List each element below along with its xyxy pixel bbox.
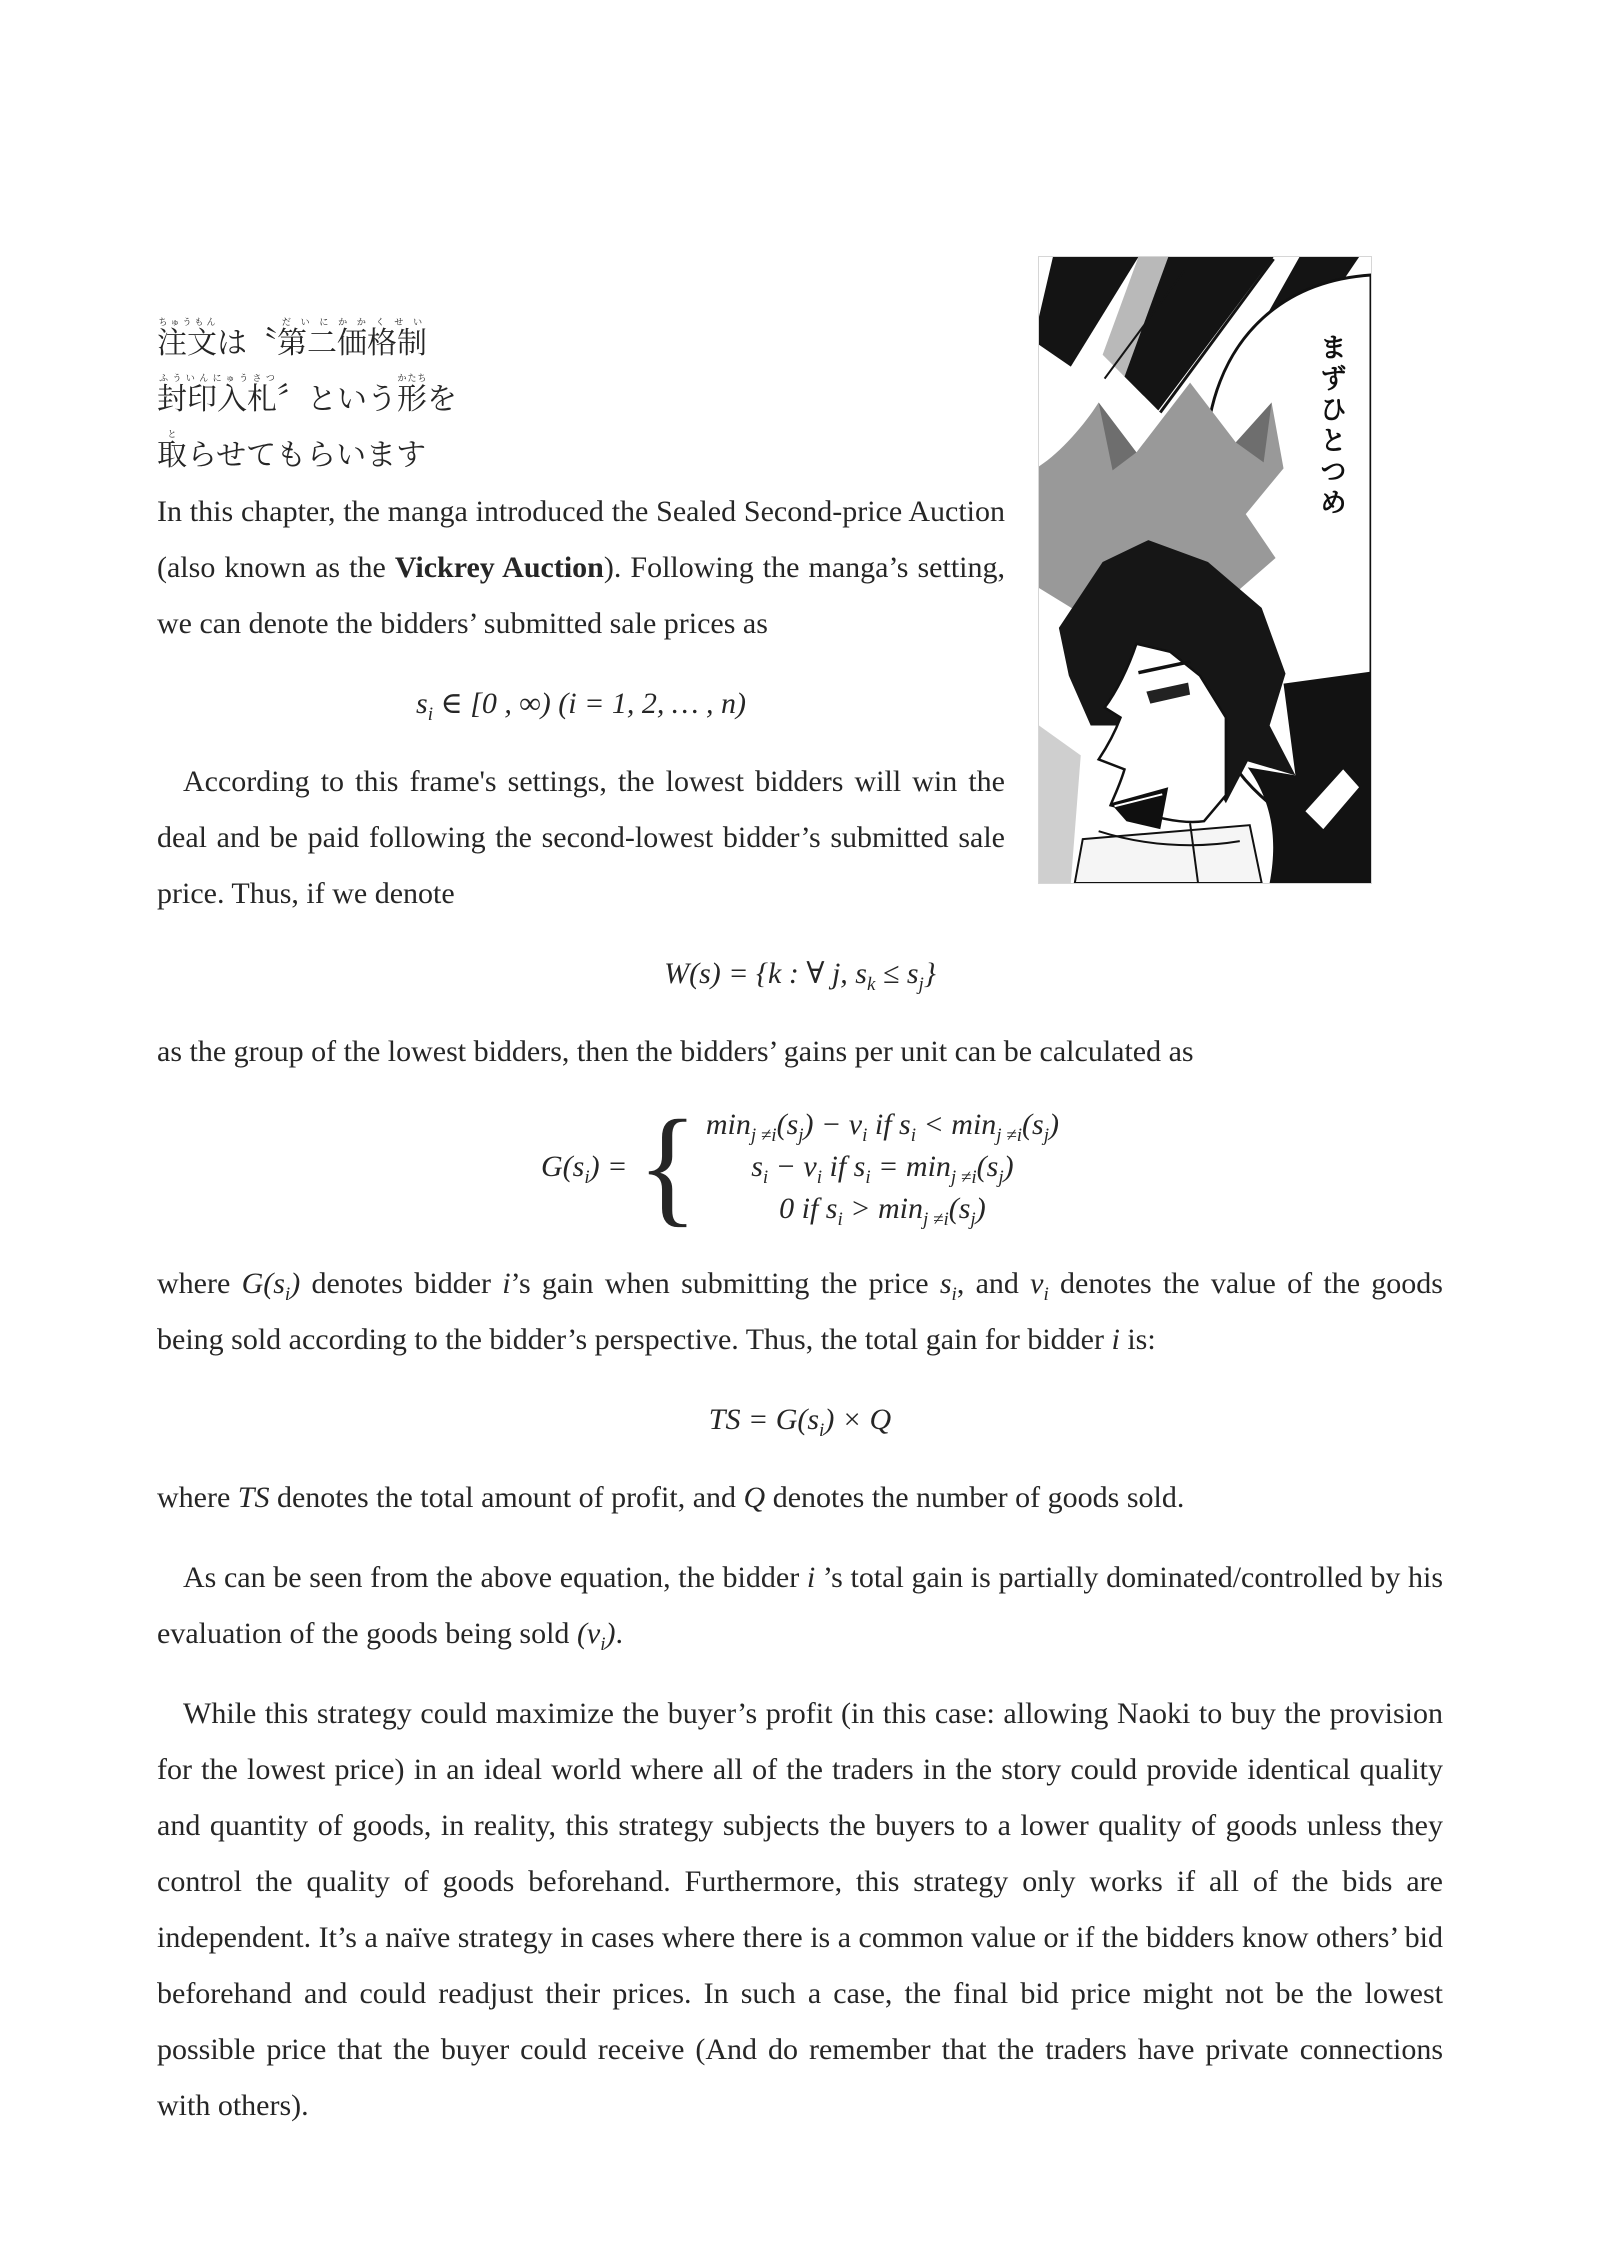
paragraph-ts-explanation: where TS denotes the total amount of profit, and Q denotes the number of goods sold. [157, 1481, 1185, 1514]
gain-lhs: $G(s_i)$ = [541, 1150, 628, 1188]
paragraph-lowest-bidders: as the group of the lowest bidders, then the bidders’ gains per unit can be calculated as [157, 1035, 1194, 1068]
gain-case-3: 0 if $s_i > \min_{j \ne i}(s_j)$ [779, 1192, 986, 1230]
bubble-column-1: 注文ちゅうもんは〝第二価格制だいにかかくせい [157, 317, 427, 360]
gain-case-2: $s_i - v_i$ if $s_i = \min_{j \ne i}(s_j)$ [751, 1150, 1014, 1188]
article-body: まずひとつめ 注文ちゅうもんは〝第二価格制だいにかかくせい 封印入札ふういんにゅうさつ〞という形かたちを 取とらせてもらいます In this chapter, the manga introduced the Sealed Second-price Auction (also known as the Vickrey Auction). Following the manga’s setting, we can denote the bidders’ submitted sale prices as $s_i$ ∈ [0 , ∞) (i = 1, 2, … , n) According to this frame's settings, the lowest bidders will win the deal and be paid following the second-lowest bidder’s submitted sale price. Thus, if we denote W(s) = {k : ∀ j, $s_k \le s_j$} as the group of the lowest bidders, then the bidders’ gains per unit can be calculated as $G(s_i)$ = { $\min_{j \ne i}(s_j) - v_i$ if $s_i < \min_{j \ne i}(s_j)$ $s_i - v_i$ if $s_i = \min_{j \ne i}(s_j)$ 0 if $s_i > \min_{j \ne i}(s_j)$ where $G(s_i)$ denotes bidder i’s gain when submitting the price $s_i$, and $v_i$ denotes the value of the goods being sold according to the bidder’s perspective. Thus, the total gain for bidder i is: TS = $G(s_i) \times Q$ where TS denotes the total amount of profit, and Q denotes the number of goods sold. As can be seen from the above equation, the bidder i ’s total gain is partially dominated/controlled by his evaluation of the goods being sold $(v_i)$. While this strategy could maximize the buyer’s profit (in this case: allowing Naoki to buy the provision for the lowest price) in an ideal world where all of the traders in the story could provide identical quality and quantity of goods, in reality, this strategy subjects the buyers to a lower quality of goods unless they control the quality of goods beforehand. Furthermore, this strategy only works if all of the bids are independent. It’s a naïve strategy in cases where there is a common value or if the bidders know others’ bid beforehand and could readjust their prices. In such a case, the final bid price might not be the lowest possible price that the buyer could receive (And do remember that the traders have private connections with others). [0, 0, 1600, 2134]
formula-gain-piecewise: $G(s_i)$ = { $\min_{j \ne i}(s_j) - v_i$ if $s_i < \min_{j \ne i}(s_j)$ $s_i - v_i$ if $s_i = \min_{j \ne i}(s_j)$ 0 if $s_i > \min_{j \ne i}(s_j)$ [541, 1094, 1059, 1239]
paragraph-gain-explanation: where $G(s_i)$ denotes bidder i’s gain when submitting the price $s_i$, and $v_i$ denotes the value of the goods being sold according to the bidder’s perspective. Thus, the total gain for bidder i is: [157, 1267, 1443, 1356]
manga-header-text: まずひとつめ [1316, 333, 1346, 519]
paragraph-strategy-discussion: While this strategy could maximize the buyer’s profit (in this case: allowing Naoki to buy the provision for the lowest price) in an ideal world where all of the traders in the story could provide identical quality and quantity of goods, in reality, this strategy subjects the buyers to a lower quality of goods unless they control the quality of goods beforehand. Furthermore, this strategy only works if all of the bids are independent. It’s a naïve strategy in cases where there is a common value or if the bidders know others’ bid beforehand and could readjust their prices. In such a case, the final bid price might not be the lowest possible price that the buyer could receive (And do remember that the traders have private connections with others). [157, 1697, 1443, 2122]
formula-total-gain: TS = $G(s_i) \times Q$ [708, 1403, 892, 1441]
paragraph-frame-settings: According to this frame's settings, the lowest bidders will win the deal and be paid following the second-lowest bidder’s submitted sale price. Thus, if we denote [157, 765, 1005, 910]
manga-panel-image [1038, 256, 1372, 884]
bubble-column-2: 封印入札ふういんにゅうさつ〞という形かたちを [157, 373, 457, 416]
formula-winner-set: W(s) = {k : ∀ j, $s_k \le s_j$} [664, 957, 936, 995]
paragraph-evaluation: As can be seen from the above equation, the bidder i ’s total gain is partially dominated/controlled by his evaluation of the goods being sold $(v_i)$. [157, 1561, 1443, 1655]
gain-case-1: $\min_{j \ne i}(s_j) - v_i$ if $s_i < \min_{j \ne i}(s_j)$ [705, 1108, 1059, 1146]
gain-cases [706, 1104, 1059, 1230]
bubble-column-3: 取とらせてもらいます [157, 429, 427, 472]
formula-sale-price-domain: $s_i$ ∈ [0 , ∞) (i = 1, 2, … , n) [416, 687, 746, 725]
